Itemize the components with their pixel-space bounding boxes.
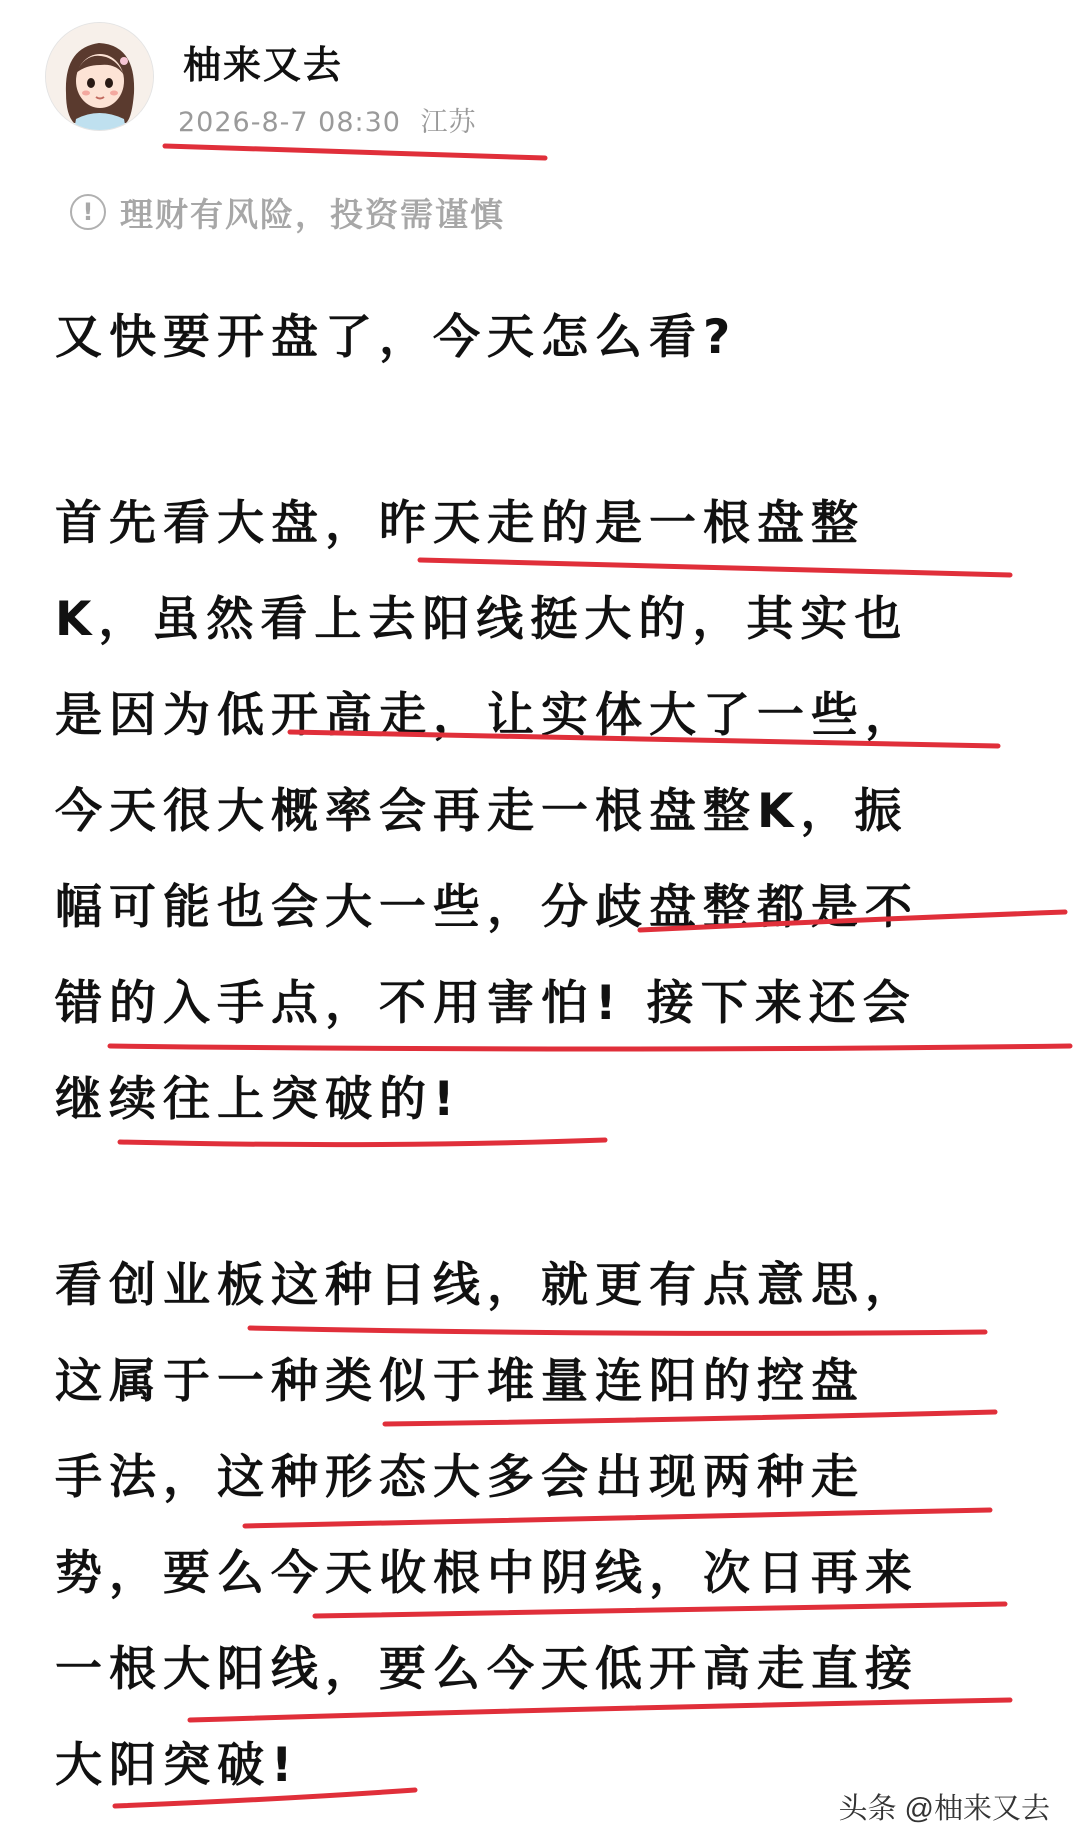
text-line: 这属于一种类似于堆量连阳的控盘	[55, 1354, 865, 1409]
text-line: 看创业板这种日线，就更有点意思，	[55, 1258, 919, 1313]
risk-notice	[70, 190, 505, 234]
post-header	[45, 22, 1045, 142]
text-line: 首先看大盘，昨天走的是一根盘整	[55, 496, 865, 551]
author-name[interactable]: 柚来又去	[183, 43, 344, 87]
red-underline	[165, 146, 545, 158]
text-line: 又快要开盘了，今天怎么看?	[55, 310, 738, 365]
exclamation-circle-icon: !	[70, 194, 106, 230]
watermark: 头条 @柚来又去	[838, 1793, 1050, 1825]
text-line: 幅可能也会大一些，分歧盘整都是不	[55, 880, 919, 935]
paragraph	[55, 1238, 1055, 1814]
text-line: 势，要么今天收根中阴线，次日再来	[55, 1546, 919, 1601]
text-line: 大阳突破!	[55, 1738, 300, 1793]
article-body	[55, 290, 1055, 1814]
text-line: 手法，这种形态大多会出现两种走	[55, 1450, 865, 1505]
text-line: 错的入手点，不用害怕! 接下来还会	[55, 976, 917, 1031]
post-meta	[178, 100, 477, 139]
text-line: 今天很大概率会再走一根盘整K，振	[55, 784, 909, 839]
paragraph	[55, 476, 1055, 1148]
author-avatar[interactable]	[45, 22, 154, 131]
post-location: 江苏	[420, 107, 477, 138]
text-line: 是因为低开高走，让实体大了一些，	[55, 688, 919, 743]
cartoon-girl-avatar-icon	[46, 23, 153, 130]
post-timestamp: 2026-8-7 08:30	[178, 107, 401, 138]
text-line: 一根大阳线，要么今天低开高走直接	[55, 1642, 919, 1697]
risk-notice-text: 理财有风险，投资需谨慎	[120, 194, 505, 234]
text-line: K，虽然看上去阳线挺大的，其实也	[55, 592, 909, 647]
text-line: 继续往上突破的!	[55, 1072, 462, 1127]
paragraph	[55, 290, 1055, 386]
